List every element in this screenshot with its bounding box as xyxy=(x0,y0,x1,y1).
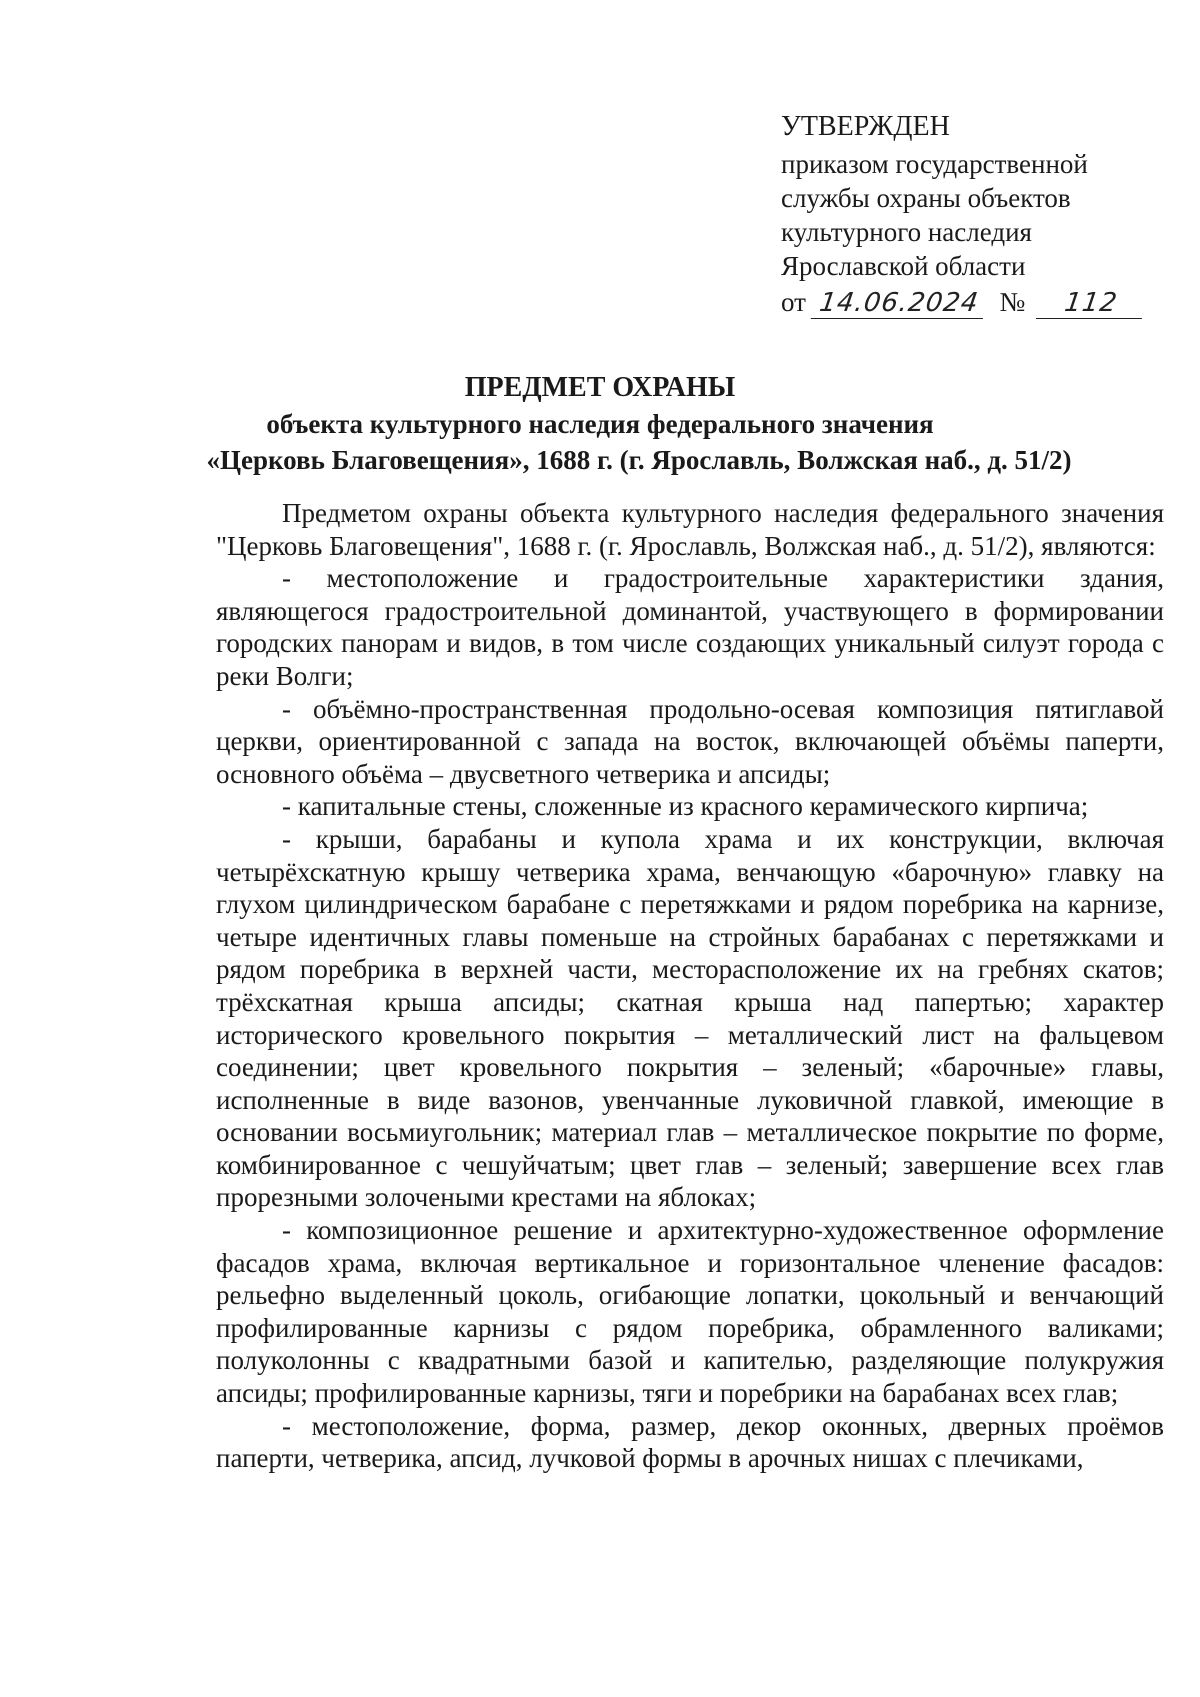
document-body xyxy=(216,497,1164,1475)
title-line-3: «Церковь Благовещения», 1688 г. (г. Ярославль, Волжская наб., д. 51/2) xyxy=(206,445,1072,475)
list-item-composition: - объёмно-пространственная продольно-осевая композиция пятиглавой церкви, ориентированной с запада на восток, включающей объёмы паперти, основного объёма – двусветного четверика и апсиды; xyxy=(216,693,1164,789)
title-line-2: объекта культурного наследия федерального значения xyxy=(266,409,934,439)
approval-line: приказом государственной xyxy=(781,149,1088,179)
list-item-openings: - местоположение, форма, размер, декор оконных, дверных проёмов паперти, четверика, апсид, лучковой формы в арочных нишах с плечиками, xyxy=(216,1410,1164,1474)
document-title xyxy=(0,370,1200,478)
approval-stamp-block xyxy=(781,110,1161,319)
list-item-roofs-domes: - крыши, барабаны и купола храма и их конструкции, включая четырёхскатную крышу четверика храма, венчающую «барочную» главку на глухом цилиндрическом барабане с перетяжками и рядом поребрика на карнизе, четыре идентичных главы поменьше на стройных барабанах с перетяжками и рядом поребрика в верхней части, месторасположение их на гребнях скатов; трёхскатная крыша апсиды; скатная крыша над папертью; характер исторического кровельного покрытия – металлический лист на фальцевом соединении; цвет кровельного покрытия – зеленый; «барочные» главы, исполненные в виде вазонов, увенчанные луковичной главкой, имеющие в основании восьмиугольник; материал глав – металлическое покрытие по форме, комбинированное с чешуйчатым; цвет глав – зеленый; завершение всех глав прорезными золочеными крестами на яблоках; xyxy=(216,823,1164,1213)
list-item-location: - местоположение и градостроительные характеристики здания, являющегося градостроительной доминантой, участвующего в формировании городских панорам и видов, в том числе создающих уникальный силуэт города с реки Волги; xyxy=(216,563,1164,691)
number-sign: № xyxy=(999,287,1026,317)
approval-line: службы охраны объектов xyxy=(781,183,1071,213)
approval-line: культурного наследия xyxy=(781,217,1032,247)
list-item-facades: - композиционное решение и архитектурно-художественное оформление фасадов храма, включая вертикальное и горизонтальное членение фасадов: рельефно выделенный цоколь, огибающие лопатки, цокольный и венчающий профилированные карнизы с рядом поребрика, обрамленного валиками; полуколонны с квадратными базой и капителью, разделяющие полукружия апсиды; профилированные карнизы, тяги и поребрики на барабанах всех глав; xyxy=(216,1215,1164,1409)
handwritten-date: 14.06.2024 xyxy=(811,288,987,319)
handwritten-order-number: 112 xyxy=(1036,288,1146,319)
order-date-number-line xyxy=(781,285,1161,319)
approval-heading: УТВЕРЖДЕН xyxy=(781,111,950,142)
date-prefix: от xyxy=(781,287,806,317)
title-line-1: ПРЕДМЕТ ОХРАНЫ xyxy=(464,372,736,403)
intro-paragraph: Предметом охраны объекта культурного наследия федерального значения "Церковь Благовещения", 1688 г. (г. Ярославль, Волжская наб., д. 51/2), являются: xyxy=(216,498,1164,561)
approval-line: Ярославской области xyxy=(781,251,1026,281)
list-item-walls: - капитальные стены, сложенные из красного керамического кирпича; xyxy=(282,791,1089,822)
